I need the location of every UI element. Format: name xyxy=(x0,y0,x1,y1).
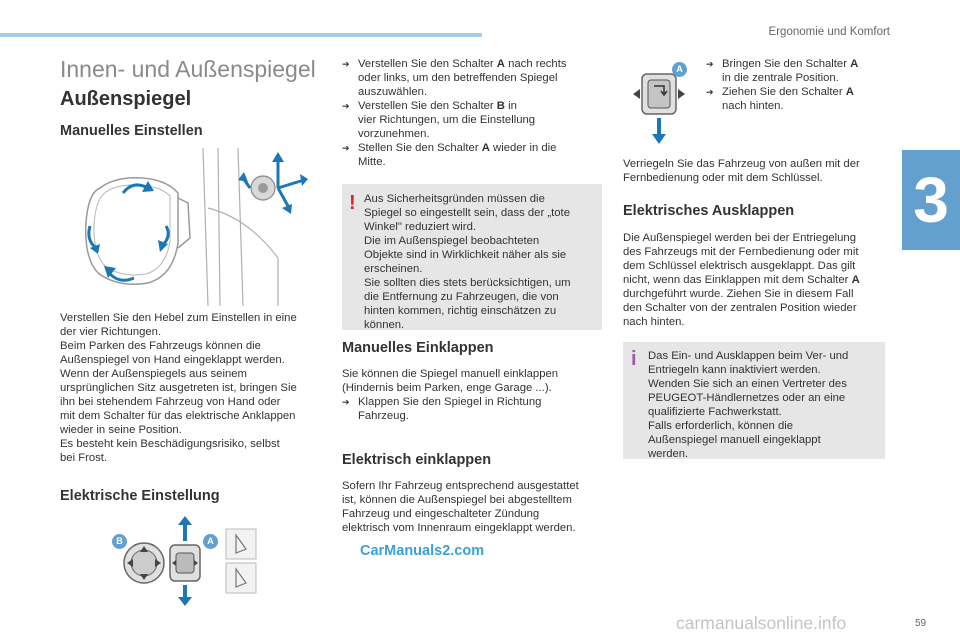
bullet-marker-icon: ➔ xyxy=(342,143,350,153)
watermark-carmanuals2: CarManuals2.com xyxy=(360,543,485,559)
label-b-badge: B xyxy=(112,534,127,549)
page-title: Innen- und Außenspiegel xyxy=(60,56,316,82)
bullet-marker-icon: ➔ xyxy=(342,397,350,407)
info-note: i Das Ein- und Ausklappen beim Ver- und Entriegeln kann inaktiviert werden. Wenden Sie sich an einen Vertreter des PEUGEOT-Händlernetzes oder an eine qualifizierte Fachwerkstatt. Falls erforderlich, können die Außenspiegel manuell eingeklappt werden. xyxy=(623,342,885,459)
col2-bullets xyxy=(342,57,607,169)
heading-fold-manual: Manuelles Einklappen xyxy=(342,340,494,356)
bullet-marker-icon: ➔ xyxy=(706,87,714,97)
section-title: Außenspiegel xyxy=(60,88,192,110)
heading-manual-adjust: Manuelles Einstellen xyxy=(60,123,203,139)
col3-bullets xyxy=(706,57,886,113)
mirror-illustration xyxy=(78,148,310,306)
fold-manual-text: Sie können die Spiegel manuell einklappen (Hindernis beim Parken, enge Garage ...). ➔ Klappen Sie den Spiegel in Richtung Fahrzeug. xyxy=(342,367,607,423)
bullet-item: ➔ Ziehen Sie den Schalter A nach hinten. xyxy=(706,86,854,112)
heading-fold-electric: Elektrisch einklappen xyxy=(342,452,492,468)
bullet-item: ➔ Klappen Sie den Spiegel in Richtung Fahrzeug. xyxy=(342,396,542,422)
bullet-marker-icon: ➔ xyxy=(706,59,714,69)
lock-text: Verriegeln Sie das Fahrzeug von außen mit der Fernbedienung oder mit dem Schlüssel. xyxy=(623,158,860,184)
label-a-badge: A xyxy=(672,62,687,77)
label-a-badge: A xyxy=(203,534,218,549)
bullet-marker-icon: ➔ xyxy=(342,59,350,69)
heading-unfold-electric: Elektrisches Ausklappen xyxy=(623,203,795,219)
chapter-number: 3 xyxy=(913,164,949,236)
bullet-marker-icon: ➔ xyxy=(342,101,350,111)
info-i-icon: i xyxy=(631,348,637,370)
fold-electric-text: Sofern Ihr Fahrzeug entsprechend ausgestattet ist, können die Außenspiegel bei abgestelltem Fahrzeug und eingeschalteter Zündung elektrisch vom Innenraum eingeklappt werden. xyxy=(342,480,579,534)
bullet-item: ➔ Verstellen Sie den Schalter B in vier Richtungen, um die Einstellung vorzunehmen. xyxy=(342,100,536,140)
chapter-header: Ergonomie und Komfort xyxy=(768,26,890,38)
bullet-item: ➔ Verstellen Sie den Schalter A nach rechts oder links, um den betreffenden Spiegel auszuwählen. xyxy=(342,58,567,98)
bullet-item: ➔ Stellen Sie den Schalter A wieder in die Mitte. xyxy=(342,142,557,168)
switch-illustration xyxy=(112,515,262,607)
unfold-text: Die Außenspiegel werden bei der Entriegelung des Fahrzeugs mit der Fernbedienung oder mit dem Schlüssel elektrisch ausgeklappt. Das gilt nicht, wenn das Einklappen mit dem Schalter A durchgeführt wurde. Ziehen Sie in diesem Fall den Schalter von der zentralen Position wieder nach hinten. xyxy=(623,232,860,328)
warning-note: ! Aus Sicherheitsgründen müssen die Spiegel so eingestellt sein, dass der „tote Winkel" reduziert wird. Die im Außenspiegel beobachteten Objekte sind in Wirklichkeit näher als sie erscheinen. Sie sollten dies stets berücksichtigen, um die Entfernung zu Fahrzeugen, die von hinten kommen, richtig einschätzen zu können. xyxy=(342,184,602,330)
heading-electric-adjust: Elektrische Einstellung xyxy=(60,488,220,504)
switch-a-illustration xyxy=(628,58,698,150)
watermark-carmanualsonline: carmanualsonline.info xyxy=(676,613,847,633)
manual-adjust-text: Verstellen Sie den Hebel zum Einstellen in eine der vier Richtungen. Beim Parken des Fahrzeugs können die Außenspiegel von Hand eingeklappt werden. Wenn der Außenspiegels aus seinem ursprünglichen Sitz ausgetreten ist, bringen Sie ihn bei stehendem Fahrzeug von Hand oder mit dem Schalter für das elektrische Anklappen wieder in seine Position. Es besteht kein Beschädigungsrisiko, selbst bei Frost. xyxy=(60,312,297,464)
page-number: 59 xyxy=(915,618,927,629)
header-bar xyxy=(0,33,482,37)
warning-exclamation-icon: ! xyxy=(349,192,356,214)
bullet-item: ➔ Bringen Sie den Schalter A in die zentrale Position. xyxy=(706,58,859,84)
